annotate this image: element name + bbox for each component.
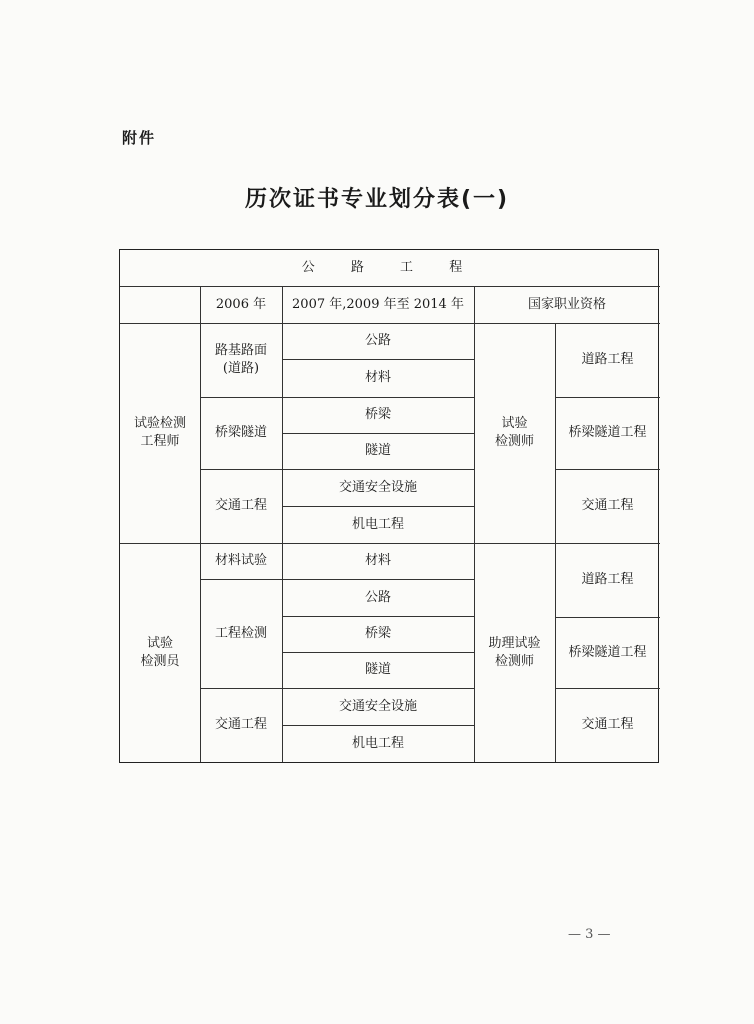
engineer-item: 机电工程: [351, 516, 404, 532]
technician-specialty: 道路工程: [581, 572, 634, 587]
technician-group-material: 材料试验: [214, 553, 267, 568]
technician-group-inspection: 工程检测: [214, 625, 267, 641]
col-header-national: 国家职业资格: [527, 296, 606, 312]
technician-title: 试验 检测员: [140, 635, 180, 669]
technician-specialty: 交通工程: [581, 717, 634, 732]
engineer-specialty: 交通工程: [581, 498, 634, 513]
engineer-specialty: 道路工程: [581, 352, 634, 367]
technician-group-traffic: 交通工程: [214, 717, 267, 732]
engineer-item: 隧道: [364, 443, 391, 458]
engineer-group-bridge: 桥梁隧道: [214, 425, 267, 440]
engineer-item: 交通安全设施: [338, 479, 417, 495]
engineer-item: 公路: [364, 333, 391, 348]
technician-item: 隧道: [364, 662, 391, 677]
engineer-group-road: 路基路面 (道路): [214, 343, 267, 376]
technician-item: 公路: [364, 589, 391, 605]
specialty-table: [119, 249, 659, 763]
technician-item: 交通安全设施: [338, 698, 417, 714]
technician-specialty: 桥梁隧道工程: [568, 644, 647, 660]
col-header-2007-2014: 2007 年,2009 年至 2014 年: [292, 296, 464, 312]
engineer-specialty: 桥梁隧道工程: [568, 425, 647, 440]
engineer-item: 材料: [364, 370, 391, 385]
technician-item: 桥梁: [364, 626, 391, 641]
engineer-national-title: 试验 检测师: [494, 416, 534, 449]
page-number: — 3 —: [568, 927, 611, 942]
annex-label: 附件: [122, 129, 157, 147]
technician-item: 材料: [364, 553, 391, 568]
engineer-group-traffic: 交通工程: [214, 498, 267, 513]
col-header-2006: 2006 年: [215, 296, 267, 312]
technician-item: 机电工程: [351, 735, 404, 751]
page-title: 历次证书专业划分表(一): [244, 187, 510, 212]
engineer-item: 桥梁: [364, 407, 391, 422]
technician-national-title: 助理试验 检测师: [488, 635, 541, 669]
engineer-title: 试验检测 工程师: [133, 416, 186, 449]
domain-header: 公 路 工 程: [301, 260, 479, 275]
